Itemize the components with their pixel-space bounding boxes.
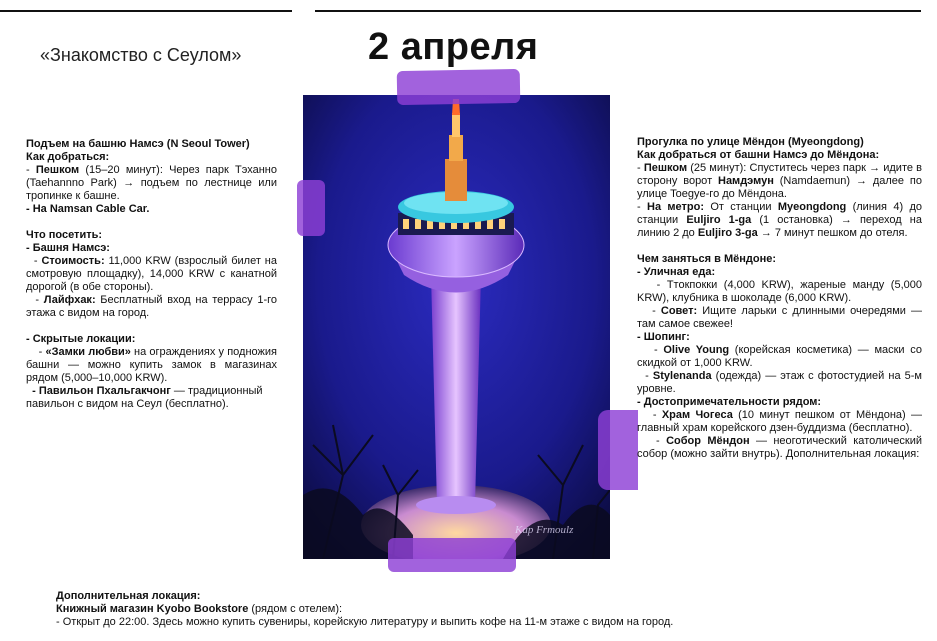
list-item: - На Namsan Cable Car. (26, 203, 150, 215)
bottom-section (56, 590, 916, 629)
section-heading: Прогулка по улице Мёндон (Myeongdong) (637, 136, 864, 148)
list-item: - «Замки любви» на ограждениях у подножия башни — можно купить замок в магазинах рядом (5,000–10,000 KRW). (26, 346, 277, 384)
list-item: - Olive Young (корейская косметика) — маски со скидкой от 1,000 KRW. (637, 344, 922, 369)
list-item: - Пешком (15–20 минут): Через парк Тэханно (Taehannno Park) → подъем по лестнице или тропинке к башне. (26, 164, 277, 202)
list-item: - Башня Намсэ: (26, 242, 110, 254)
section-subheading: Как добраться от башни Намсэ до Мёндона: (637, 149, 880, 161)
highlight-mark-left (297, 180, 325, 236)
highlight-mark-bottom (388, 538, 516, 572)
list-item: - Стоимость: 11,000 KRW (взрослый билет на смотровую площадку), 14,000 KRW с канатной дорогой (в обе стороны). (26, 255, 277, 293)
section-heading: Чем заняться в Мёндоне: (637, 253, 777, 265)
right-column (637, 136, 922, 461)
list-item: - Скрытые локации: (26, 333, 136, 345)
list-item: - Достопримечательности рядом: (637, 396, 822, 408)
section-heading: Дополнительная локация: (56, 590, 201, 602)
list-item: - Шопинг: (637, 331, 690, 343)
top-rule-right (315, 10, 921, 12)
list-item: - Павильон Пхальгакчонг — традиционный павильон с видом на Сеул (бесплатно). (26, 385, 263, 410)
page-title: 2 апреля (368, 26, 539, 68)
list-item: - На метро: От станции Myeongdong (линия 4) до станции Euljiro 1-ga (1 остановка) → переход на линию 2 до Euljiro 3-ga → 7 минут пешком до отеля. (637, 201, 923, 239)
photo-watermark: Kap Frmoulz (515, 524, 574, 536)
highlight-mark-right (598, 410, 638, 490)
list-item: - Пешком (25 минут): Спуститесь через парк → идите в сторону ворот Намдэмун (Namdaemun) → далее по улице Toegye-го до Мёндона. (637, 162, 922, 200)
section-subheading: Как добраться: (26, 151, 110, 163)
list-item: - Открыт до 22:00. Здесь можно купить сувениры, корейскую литературу и выпить кофе на 11-м этаже с видом на город. (56, 616, 674, 628)
highlight-mark-top (397, 69, 521, 105)
section-heading: Что посетить: (26, 229, 103, 241)
left-column (26, 138, 277, 411)
list-item: - Собор Мёндон — неоготический католический собор (можно зайти внутрь). Дополнительная локация: (637, 435, 922, 460)
tower-photo (303, 95, 610, 559)
list-item: - Stylenanda (одежда) — этаж с фотостудией на 5-м уровне. (637, 370, 922, 395)
list-item: - Совет: Ищите ларьки с длинными очередями — там самое свежее! (637, 305, 923, 330)
list-item: - Храм Чогеса (10 минут пешком от Мёндона) — главный храм корейского дзен-буддизма (бесплатно). (637, 409, 922, 434)
top-rule-left (0, 10, 292, 12)
list-item: Книжный магазин Kyobo Bookstore (рядом с отелем): (56, 603, 343, 615)
page-subtitle: «Знакомство с Сеулом» (40, 45, 242, 65)
section-heading: Подъем на башню Намсэ (N Seoul Tower) (26, 138, 250, 150)
list-item: - Лайфхак: Бесплатный вход на террасу 1-го этажа с видом на город. (26, 294, 277, 319)
list-item: - Ттокпокки (4,000 KRW), жареные манду (5,000 KRW), клубника в шоколаде (6,000 KRW). (637, 279, 922, 304)
list-item: - Уличная еда: (637, 266, 716, 278)
